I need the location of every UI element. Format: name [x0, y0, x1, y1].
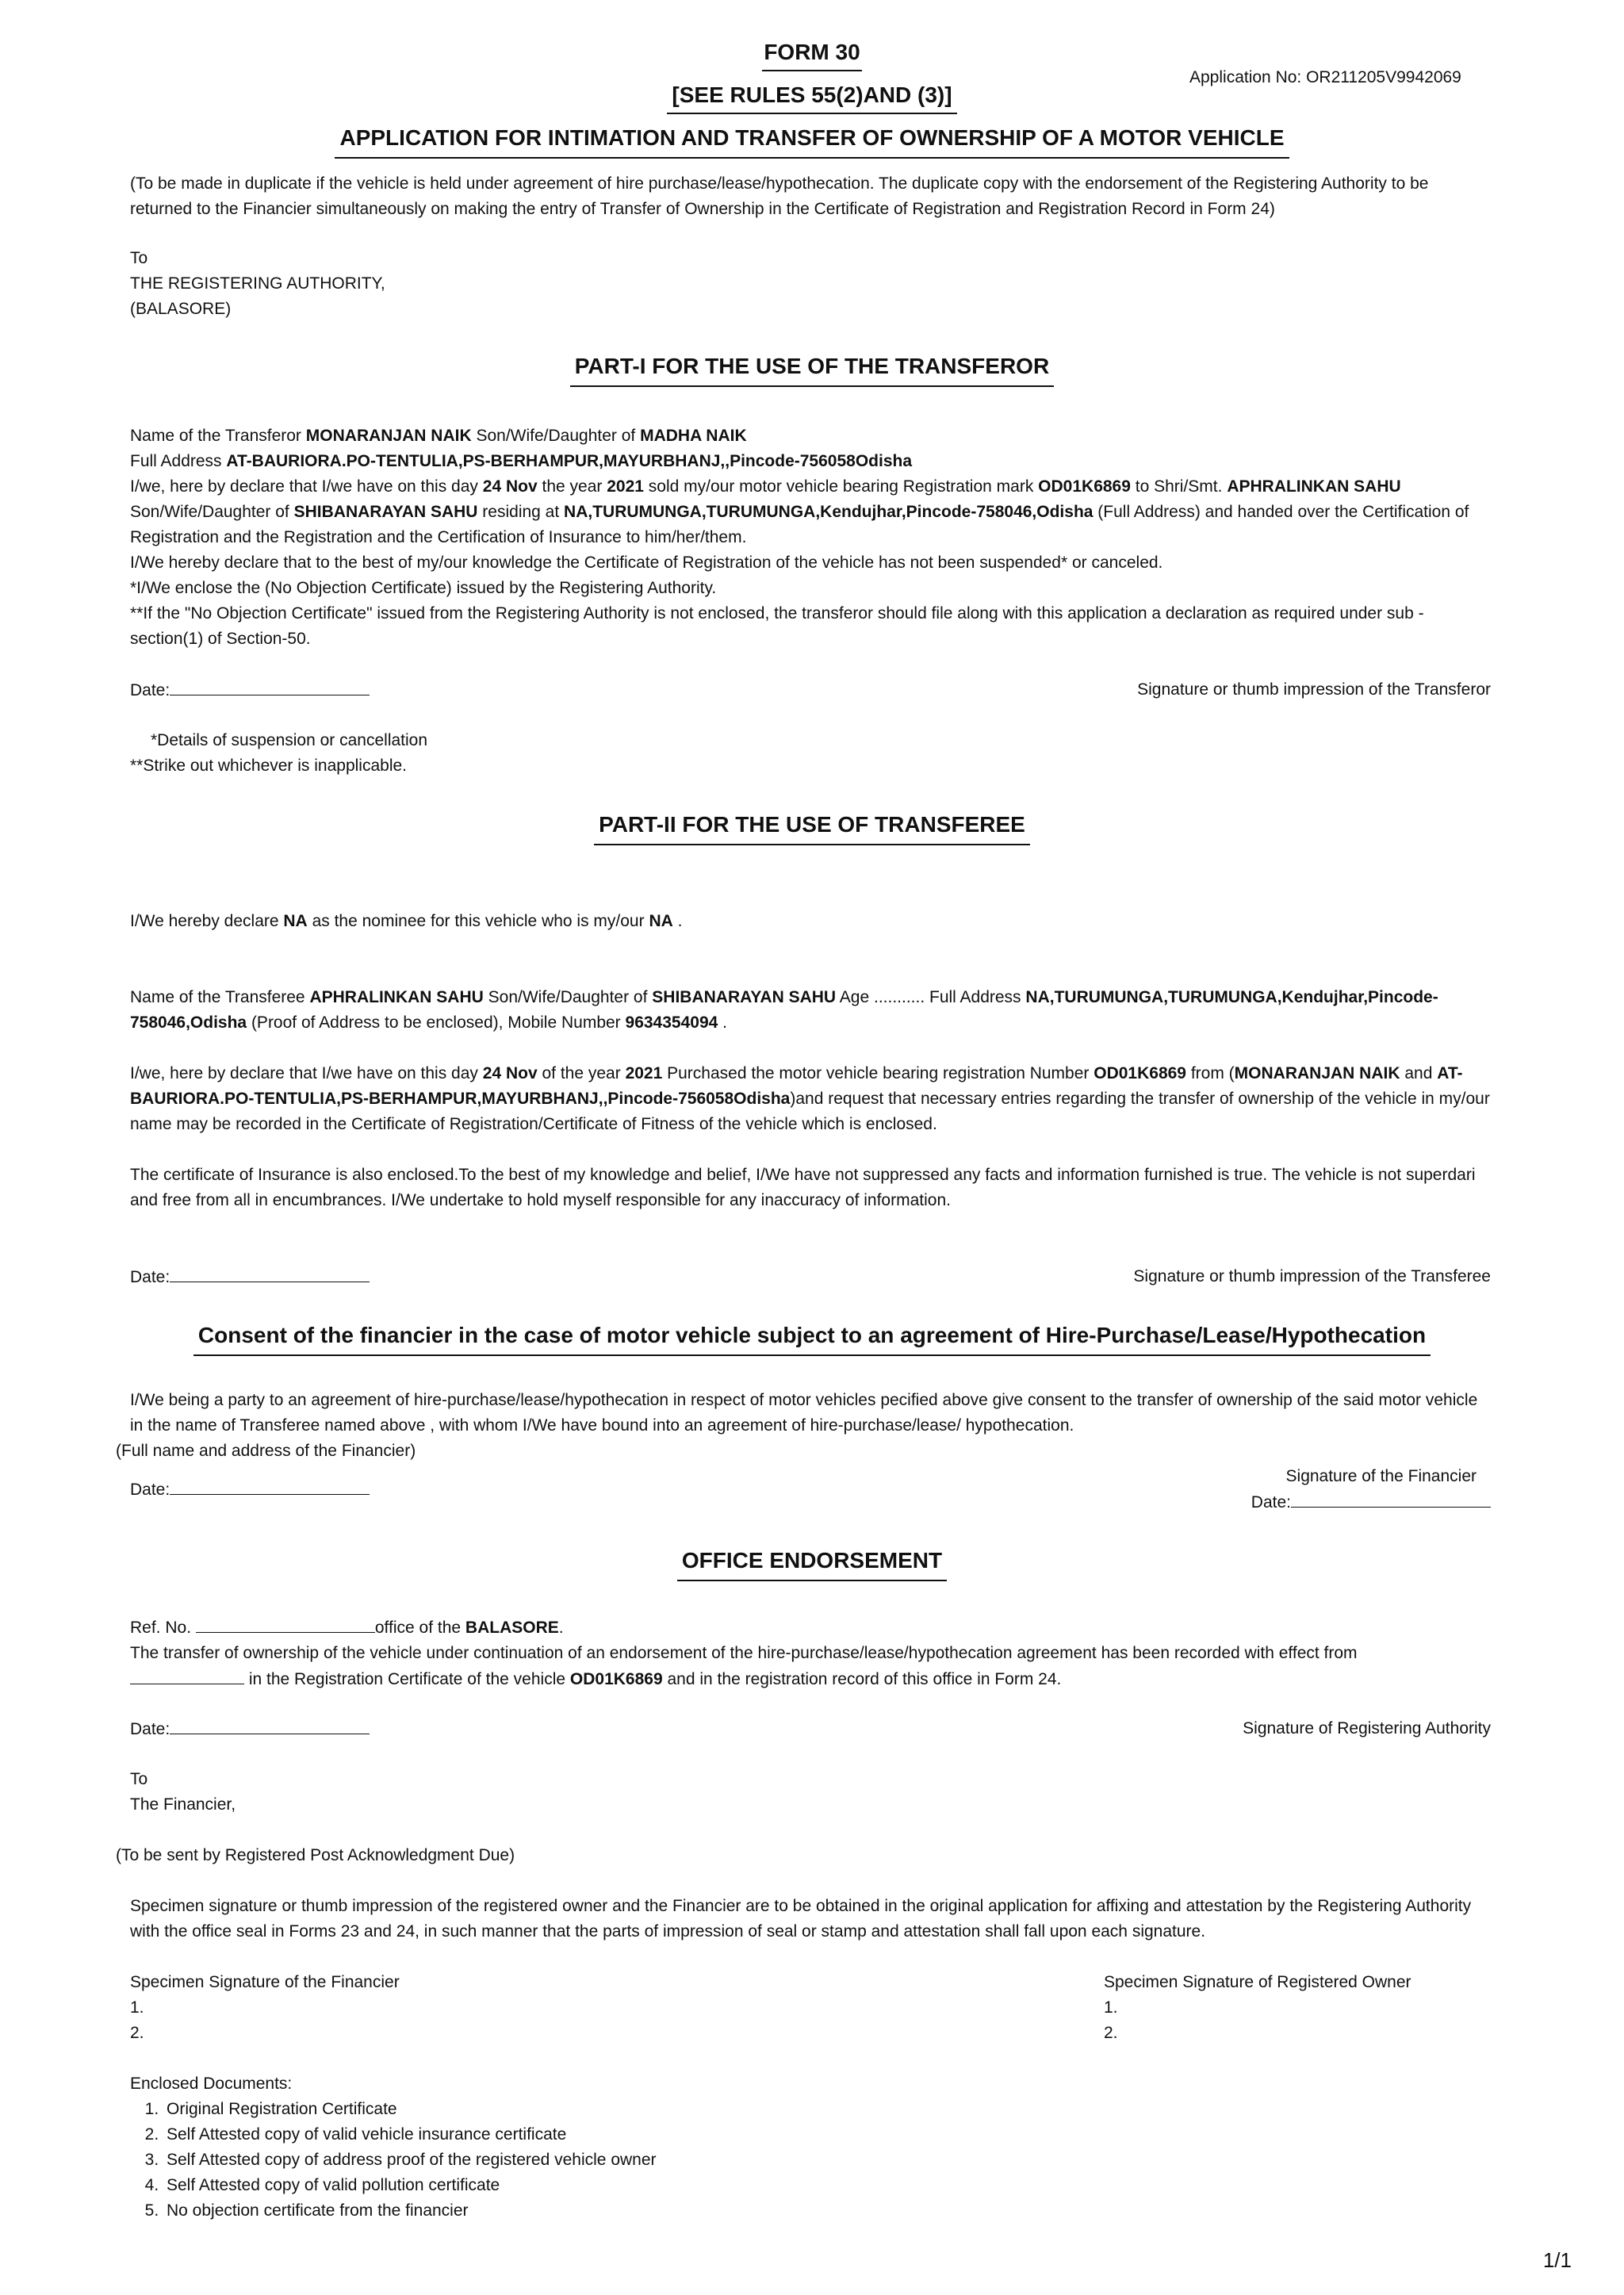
address-block	[130, 246, 1491, 322]
part1-title: PART-I FOR THE USE OF THE TRANSFEROR	[0, 351, 1624, 387]
specimen-note: Specimen signature or thumb impression of the registered owner and the Financier are to be obtained in the original application for affixing and attestation by the Registering Authority with the office seal in Forms 23 and 24, in such manner that the parts of impression of seal or stamp and attestation shall fall upon each signature.	[130, 1897, 1472, 1941]
transferor-name: MONARANJAN NAIK	[305, 427, 472, 445]
consent-title: Consent of the financier in the case of motor vehicle subject to an agreement of Hire-Purchase/Lease/Hypothecation	[0, 1320, 1624, 1356]
list-item: 4. Self Attested copy of valid pollution certificate	[163, 2173, 657, 2198]
ref-line: Ref. No. office of the BALASORE.	[130, 1615, 1491, 1641]
list-item: 5. No objection certificate from the financier	[163, 2198, 657, 2224]
registering-authority-signature: Signature of Registering Authority	[1243, 1719, 1491, 1738]
part1-declaration	[130, 423, 1491, 652]
purchase-declaration: I/we, here by declare that I/we have on this day 24 Nov of the year 2021 Purchased the motor vehicle bearing registration Number OD01K6869 from (MONARANJAN NAIK and AT-BAURIORA.PO-TENTULIA,PS-BERHAMPUR,MAYURBHANJ,,Pincode-756058Odisha)and request that necessary entries regarding the transfer of ownership of the vehicle in my/our name may be recorded in the Certificate of Registration/Certificate of Fitness of the vehicle which is enclosed.	[130, 1064, 1490, 1133]
address-authority: THE REGISTERING AUTHORITY,	[130, 274, 385, 293]
transferor-address-line: Full Address AT-BAURIORA.PO-TENTULIA,PS-BERHAMPUR,MAYURBHANJ,,Pincode-756058Odisha	[130, 452, 913, 470]
specimen-financier-block: Specimen Signature of the Financier 1. 2.	[130, 1973, 400, 2042]
transferee-parent: SHIBANARAYAN SAHU	[652, 988, 837, 1006]
consent-date-line: Date:	[130, 1477, 1491, 1503]
date-blank	[170, 1477, 370, 1495]
strike-out-note: **Strike out whichever is inapplicable.	[130, 757, 408, 775]
not-suspended-declaration: I/We hereby declare that to the best of my/our knowledge the Certificate of Registration of the vehicle has not been suspended* or canceled.	[130, 554, 1163, 572]
enclosed-list	[130, 2097, 657, 2224]
nominee-declaration: I/We hereby declare NA as the nominee for this vehicle who is my/our NA .	[130, 912, 683, 930]
registration-number: OD01K6869	[1038, 477, 1131, 496]
main-title: APPLICATION FOR INTIMATION AND TRANSFER OF OWNERSHIP OF A MOTOR VEHICLE	[0, 122, 1624, 159]
date-blank	[1291, 1489, 1491, 1508]
transferee-address: NA,TURUMUNGA,TURUMUNGA,Kendujhar,Pincode-758046,Odisha	[130, 988, 1438, 1032]
rules-reference: [SEE RULES 55(2)AND (3)]	[0, 79, 1624, 114]
office-endorsement-title: OFFICE ENDORSEMENT	[0, 1545, 1624, 1581]
application-number: Application No: OR211205V9942069	[1189, 68, 1461, 86]
transferee-signature: Signature or thumb impression of the Transferee	[1133, 1267, 1491, 1285]
part2-title: PART-II FOR THE USE OF TRANSFEREE	[0, 809, 1624, 845]
date-blank	[170, 1264, 370, 1282]
office-endorsement-text	[130, 1615, 1491, 1692]
financier-name-label: (Full name and address of the Financier)	[116, 1442, 416, 1460]
transferee-mobile: 9634354094	[625, 1013, 718, 1032]
enclosed-documents	[130, 2071, 657, 2224]
part2-date-line: Date:	[130, 1264, 1491, 1290]
financier-address: To The Financier,	[130, 1770, 236, 1814]
post-note: (To be sent by Registered Post Acknowledgment Due)	[116, 1846, 515, 1864]
list-item: 2. Self Attested copy of valid vehicle insurance certificate	[163, 2122, 657, 2147]
date-blank	[170, 677, 370, 695]
address-to: To	[130, 249, 148, 267]
nominee-relation: NA	[649, 912, 673, 930]
consent-text: I/We being a party to an agreement of hire-purchase/lease/hypothecation in respect of motor vehicles pecified above give consent to the transfer of ownership of the said motor vehicle in the name of Transferee named above , with whom I/We have bound into an agreement of hire-purchase/lease/ hypothecation.	[130, 1391, 1478, 1435]
transferor-address: AT-BAURIORA.PO-TENTULIA,PS-BERHAMPUR,MAYURBHANJ,,Pincode-756058Odisha	[226, 452, 913, 470]
suspension-note: *Details of suspension or cancellation	[151, 731, 428, 749]
office-date-line: Date:	[130, 1716, 1491, 1742]
transferor-signature: Signature or thumb impression of the Transferor	[1137, 680, 1491, 699]
transferor-name-line: Name of the Transferor MONARANJAN NAIK Son/Wife/Daughter of MADHA NAIK	[130, 427, 747, 445]
consent-date-right: Date:	[793, 1489, 1491, 1515]
office-name: BALASORE	[465, 1619, 559, 1637]
address-place: (BALASORE)	[130, 300, 232, 318]
effect-date-blank	[130, 1666, 244, 1684]
date-blank	[170, 1716, 370, 1734]
page-number: 1/1	[1542, 2248, 1572, 2272]
insurance-declaration: The certificate of Insurance is also enclosed.To the best of my knowledge and belief, I/We have not suppressed any facts and information furnished is true. The vehicle is not superdari and free from all in encumbrances. I/We undertake to hold myself responsible for any inaccuracy of information.	[130, 1166, 1476, 1209]
form-title: FORM 30	[0, 36, 1624, 71]
transferee-details: Name of the Transferee APHRALINKAN SAHU Son/Wife/Daughter of SHIBANARAYAN SAHU Age ........... Full Address NA,TURUMUNGA,TURUMUNGA,Kendujhar,Pincode-758046,Odisha (Proof of Address to be enclosed), Mobile Number 9634354094 .	[130, 988, 1438, 1032]
noc-note: **If the "No Objection Certificate" issued from the Registering Authority is not enclosed, the transferor should file along with this application a declaration as required under sub - section(1) of Section-50.	[130, 604, 1424, 648]
transferor-sale-declaration: I/we, here by declare that I/we have on this day 24 Nov the year 2021 sold my/our motor vehicle bearing Registration mark OD01K6869 to Shri/Smt. APHRALINKAN SAHU Son/Wife/Daughter of SHIBANARAYAN SAHU residing at NA,TURUMUNGA,TURUMUNGA,Kendujhar,Pincode-758046,Odisha (Full Address) and handed over the Certification of Registration and the Registration and the Certification of Insurance to him/her/them.	[130, 477, 1469, 546]
list-item: 3. Self Attested copy of address proof of the registered vehicle owner	[163, 2147, 657, 2173]
transferee-name: APHRALINKAN SAHU	[309, 988, 484, 1006]
transfer-record-line: The transfer of ownership of the vehicle under continuation of an endorsement of the hire-purchase/lease/hypothecation agreement has been recorded with effect from in the Registration Certificate of the vehicle OD01K6869 and in the registration record of this office in Form 24.	[130, 1644, 1358, 1688]
transferor-parent: MADHA NAIK	[640, 427, 747, 445]
nominee-name: NA	[283, 912, 308, 930]
part1-date-line: Date:	[130, 677, 1491, 703]
list-item: 1. Original Registration Certificate	[163, 2097, 657, 2122]
noc-enclosed: *I/We enclose the (No Objection Certificate) issued by the Registering Authority.	[130, 579, 717, 597]
intro-note: (To be made in duplicate if the vehicle is held under agreement of hire purchase/lease/hypothecation. The duplicate copy with the endorsement of the Registering Authority to be returned to the Financier simultaneously on making the entry of Transfer of Ownership in the Certificate of Registration and Registration Record in Form 24)	[130, 174, 1429, 218]
enclosed-title: Enclosed Documents:	[130, 2075, 293, 2093]
ref-blank	[196, 1615, 375, 1633]
specimen-owner-block: Specimen Signature of Registered Owner 1. 2.	[1104, 1973, 1411, 2042]
financier-signature: Signature of the Financier	[1285, 1467, 1477, 1485]
